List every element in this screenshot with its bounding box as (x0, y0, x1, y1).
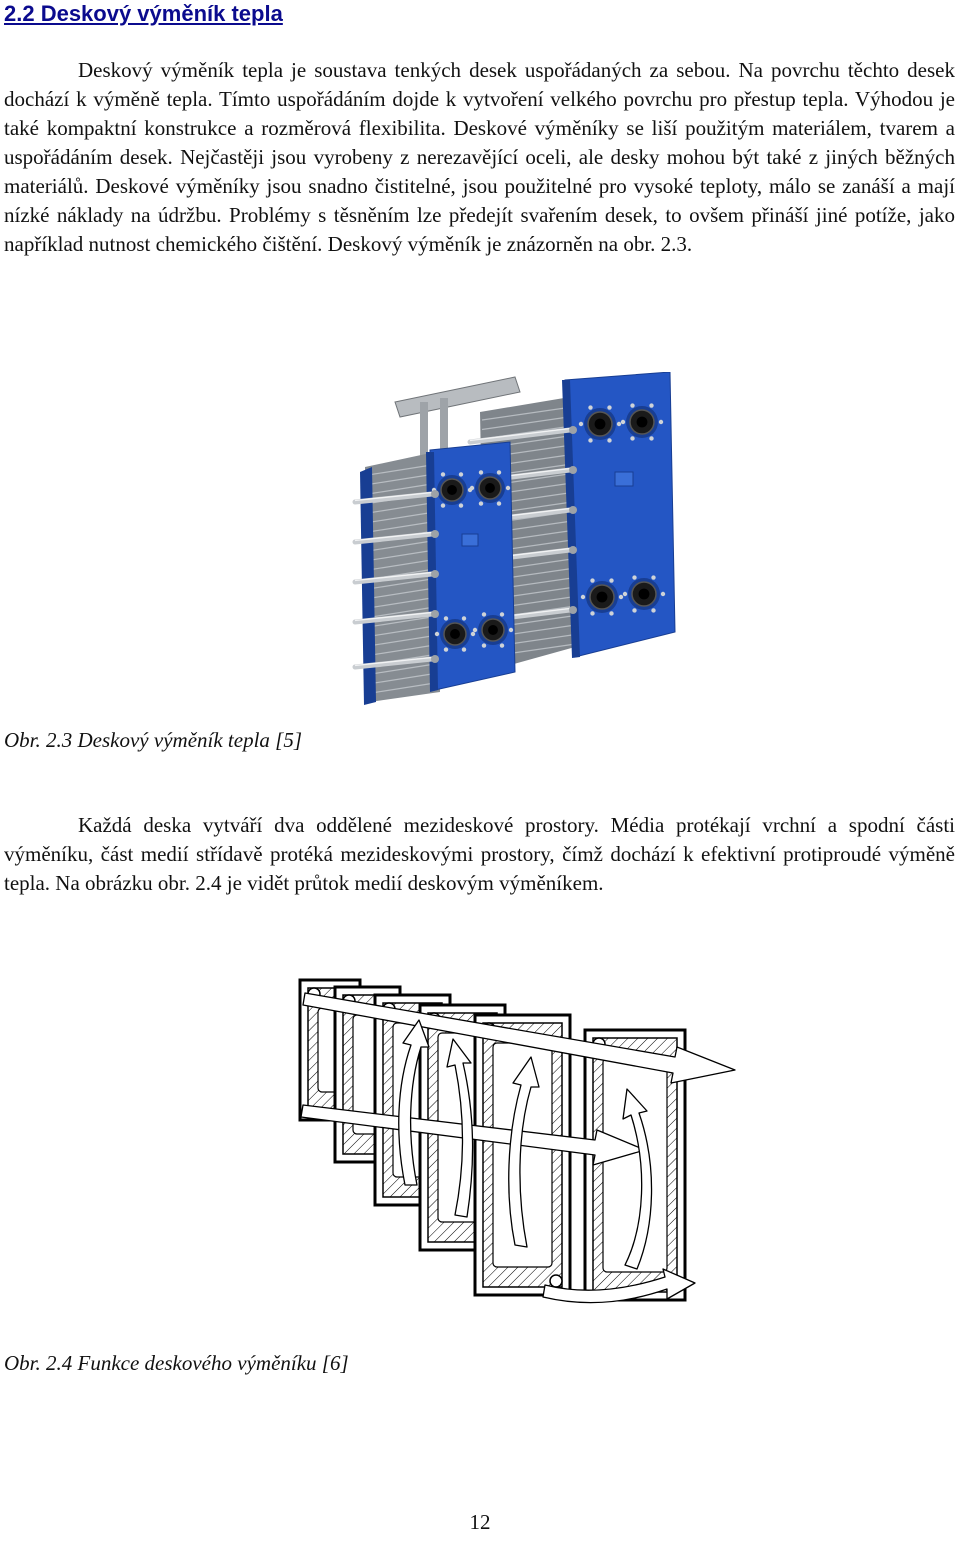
figure-exchanger-function-diagram (295, 965, 755, 1320)
figure-caption-2-4: Obr. 2.4 Funkce deskového výměníku [6] (4, 1351, 349, 1375)
figure-caption-2-3: Obr. 2.3 Deskový výměník tepla [5] (4, 728, 302, 752)
large-unit-frame-plate (562, 372, 675, 658)
exchanger-flow-diagram (295, 965, 755, 1320)
section-heading: 2.2 Deskový výměník tepla (4, 1, 283, 26)
plate-heat-exchanger-illustration (340, 372, 685, 710)
page-number: 12 (469, 1510, 491, 1534)
paragraph-flow: Každá deska vytváří dva oddělené mezideskové prostory. Média protékají vrchní a spodní části výměníku, část medií střídavě protéká mezideskovými prostory, čímž dochází k efektivní protiproudé výměně tepla. Na obrázku obr. 2.4 je vidět průtok medií deskovým výměníkem. (4, 813, 955, 895)
paragraph-intro: Deskový výměník tepla je soustava tenkých desek uspořádaných za sebou. Na povrchu těchto desek dochází k výměně tepla. Tímto uspořádáním dojde k vytvoření velkého povrchu pro přestup tepla. Výhodou je také kompaktní konstrukce a rozměrová flexibilita. Deskové výměníky se liší použitým materiálem, tvarem a uspořádáním desek. Nejčastěji jsou vyrobeny z nerezavějící oceli, ale desky mohou být také z jiných běžných materiálů. Deskové výměníky jsou snadno čistitelné, jsou použitelné pro vysoké teploty, málo se zanáší a mají nízké náklady na údržbu. Problémy s těsněním lze předejít svařením desek, to ovšem přináší jiné potíže, jako například nutnost chemického čištění. Deskový výměník je znázorněn na obr. 2.3. (4, 58, 955, 256)
figure-plate-heat-exchanger-photo (340, 372, 685, 710)
